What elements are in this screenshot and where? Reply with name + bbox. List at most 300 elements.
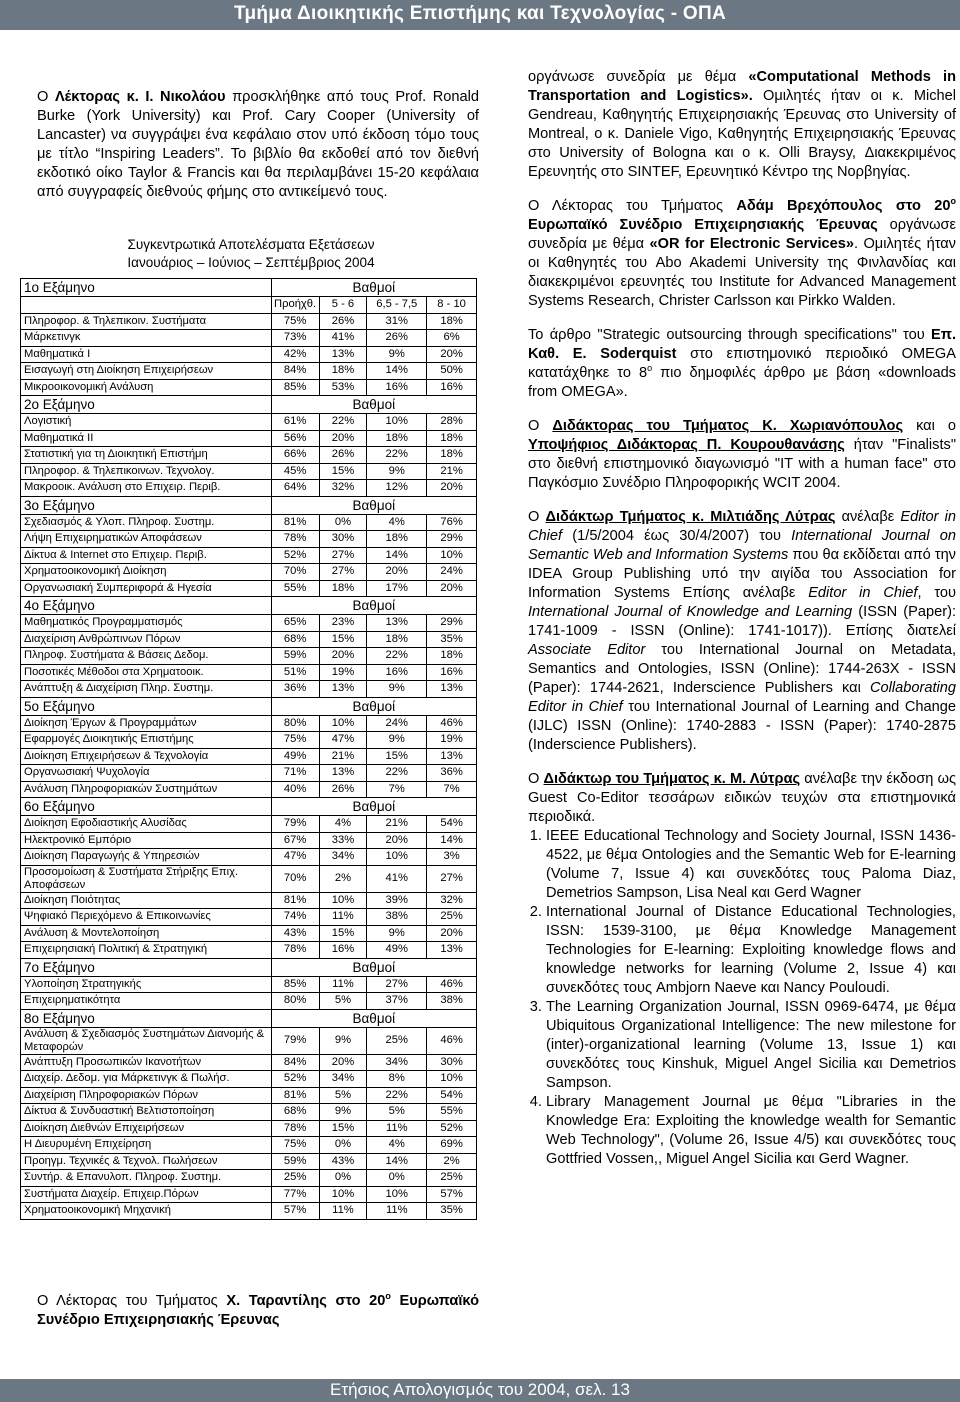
table-row [21, 514, 477, 531]
table-row [21, 531, 477, 548]
course-name: Δίκτυα & Συνδυαστική Βελτιστοποίηση [21, 1104, 272, 1121]
pass-rate: 51% [271, 664, 319, 681]
pass-rate: 49% [271, 748, 319, 765]
grade-6-5-7-5: 26% [367, 330, 427, 347]
grade-8-10: 54% [427, 816, 477, 833]
col-grade-5-6-header: 5 - 6 [319, 297, 367, 314]
course-name: Διαχείριση Ανθρώπινων Πόρων [21, 631, 272, 648]
course-name: Ανάλυση & Μοντελοποίηση [21, 925, 272, 942]
semester-label: 6ο Εξάμηνο [21, 798, 272, 816]
grade-8-10: 52% [427, 1120, 477, 1137]
header-title: Τμήμα Διοικητικής Επιστήμης και Τεχνολογίας - ΟΠΑ [233, 3, 727, 24]
table-row [21, 1120, 477, 1137]
pass-rate: 57% [271, 1203, 319, 1220]
table-row [21, 631, 477, 648]
table-row [21, 313, 477, 330]
grade-6-5-7-5: 37% [367, 993, 427, 1010]
grade-5-6: 0% [319, 1170, 367, 1187]
course-name: Προηγμ. Τεχνικές & Τεχνολ. Πωλήσεων [21, 1153, 272, 1170]
course-name: Διαχείρ. Δεδομ. για Μάρκετινγκ & Πωλήσ. [21, 1071, 272, 1088]
pass-rate: 61% [271, 414, 319, 431]
grade-8-10: 30% [427, 1054, 477, 1071]
grade-5-6: 2% [319, 865, 367, 892]
semester-header-row [21, 1009, 477, 1027]
semester-header-row [21, 798, 477, 816]
course-name: Πληροφορ. & Τηλεπικοιν. Συστήματα [21, 313, 272, 330]
grade-6-5-7-5: 20% [367, 564, 427, 581]
grade-8-10: 19% [427, 732, 477, 749]
grade-5-6: 18% [319, 580, 367, 597]
table-row [21, 1203, 477, 1220]
grades-header: Βαθμοί [271, 496, 476, 514]
course-name: Μικροοικονομική Ανάλυση [21, 379, 272, 396]
grade-8-10: 20% [427, 480, 477, 497]
grade-5-6: 13% [319, 681, 367, 698]
pass-rate: 85% [271, 976, 319, 993]
course-name: Πληροφορ. & Τηλεπικοινων. Τεχνολογ. [21, 463, 272, 480]
grade-5-6: 13% [319, 346, 367, 363]
table-row [21, 580, 477, 597]
grade-8-10: 13% [427, 681, 477, 698]
grade-6-5-7-5: 13% [367, 615, 427, 632]
pass-rate: 65% [271, 615, 319, 632]
grade-5-6: 11% [319, 909, 367, 926]
course-name: Ανάλυση Πληροφοριακών Συστημάτων [21, 781, 272, 798]
semester-header-row [21, 958, 477, 976]
grade-6-5-7-5: 10% [367, 1186, 427, 1203]
grade-8-10: 18% [427, 648, 477, 665]
course-name: Ηλεκτρονικό Εμπόριο [21, 832, 272, 849]
grade-8-10: 29% [427, 531, 477, 548]
col-pass-header: Προήχθ. [271, 297, 319, 314]
tarantilis-paragraph: Ο Λέκτορας του Τμήματος Χ. Ταραντίλης στο $20^o$ Ευρωπαϊκό Συνέδριο Επιχειρησιακής Έρευνας [37, 1291, 480, 1328]
table-row [21, 664, 477, 681]
grade-6-5-7-5: 5% [367, 1104, 427, 1121]
course-name: Εισαγωγή στη Διοίκηση Επιχειρήσεων [21, 363, 272, 380]
course-name: Οργανωσιακή Συμπεριφορά & Ηγεσία [21, 580, 272, 597]
grade-8-10: 28% [427, 414, 477, 431]
grade-6-5-7-5: 7% [367, 781, 427, 798]
grade-5-6: 9% [319, 1027, 367, 1054]
table-row [21, 748, 477, 765]
table-row [21, 430, 477, 447]
semester-label: 1ο Εξάμηνο [21, 279, 272, 297]
grade-6-5-7-5: 14% [367, 547, 427, 564]
table-row [21, 414, 477, 431]
course-name: Ψηφιακό Περιεχόμενο & Επικοινωνίες [21, 909, 272, 926]
course-name: Μαθηματικά ΙΙ [21, 430, 272, 447]
table-row [21, 363, 477, 380]
table-row [21, 832, 477, 849]
pass-rate: 73% [271, 330, 319, 347]
semester-header-row [21, 496, 477, 514]
pass-rate: 67% [271, 832, 319, 849]
course-name: Διαχείριση Πληροφοριακών Πόρων [21, 1087, 272, 1104]
paragraph-vrechopoulos: Ο Λέκτορας του Τμήματος Αδάμ Βρεχόπουλος στο $20^o$ Ευρωπαϊκό Συνέδριο Επιχειρησιακής Έρευνας οργάνωσε συνεδρία με θέμα «OR for Electronic Services». Ομιλητές ήταν οι Καθηγητές του Abo Akademi University της Φινλανδίας και διακεκριμένοι ερευνητές του Institute for Advanced Management Systems Research, Christer Carlsson και Pirkko Walden. [528, 196, 956, 309]
grade-8-10: 24% [427, 564, 477, 581]
grade-8-10: 46% [427, 1027, 477, 1054]
table-row [21, 547, 477, 564]
grade-8-10: 16% [427, 379, 477, 396]
pass-rate: 81% [271, 514, 319, 531]
grade-8-10: 46% [427, 715, 477, 732]
course-name: Δίκτυα & Internet στο Επιχειρ. Περιβ. [21, 547, 272, 564]
course-name: Στατιστική για τη Διοικητική Επιστήμη [21, 447, 272, 464]
table-row [21, 379, 477, 396]
semester-label: 4ο Εξάμηνο [21, 597, 272, 615]
grade-6-5-7-5: 4% [367, 1137, 427, 1154]
table-row [21, 993, 477, 1010]
grade-6-5-7-5: 38% [367, 909, 427, 926]
grade-5-6: 30% [319, 531, 367, 548]
table-row [21, 865, 477, 892]
pass-rate: 59% [271, 648, 319, 665]
course-name: Διοίκηση Έργων & Προγραμμάτων [21, 715, 272, 732]
course-name: Λήψη Επιχειρηματικών Αποφάσεων [21, 531, 272, 548]
grades-header: Βαθμοί [271, 279, 476, 297]
grade-5-6: 11% [319, 976, 367, 993]
grade-6-5-7-5: 27% [367, 976, 427, 993]
grade-5-6: 15% [319, 1120, 367, 1137]
grade-5-6: 10% [319, 715, 367, 732]
grade-6-5-7-5: 4% [367, 514, 427, 531]
pass-rate: 81% [271, 892, 319, 909]
grade-5-6: 20% [319, 1054, 367, 1071]
table-row [21, 1186, 477, 1203]
semester-label: 3ο Εξάμηνο [21, 496, 272, 514]
pass-rate: 70% [271, 564, 319, 581]
semester-header-row [21, 279, 477, 297]
grade-8-10: 21% [427, 463, 477, 480]
course-name: Διοίκηση Επιχειρήσεων & Τεχνολογία [21, 748, 272, 765]
course-name: Μαθηματικά Ι [21, 346, 272, 363]
grade-6-5-7-5: 18% [367, 430, 427, 447]
pass-rate: 71% [271, 765, 319, 782]
semester-header-row [21, 597, 477, 615]
pass-rate: 78% [271, 942, 319, 959]
table-row [21, 480, 477, 497]
grade-8-10: 13% [427, 748, 477, 765]
course-name: Χρηματοοικονομική Μηχανική [21, 1203, 272, 1220]
grade-6-5-7-5: 0% [367, 1170, 427, 1187]
course-name: Προσομοίωση & Συστήματα Στήριξης Επιχ. Αποφάσεων [21, 865, 272, 892]
table-row [21, 648, 477, 665]
pass-rate: 80% [271, 993, 319, 1010]
paragraph-lytras-guest: Ο Διδάκτωρ του Τμήματος κ. Μ. Λύτρας ανέλαβε την έκδοση ως Guest Co-Editor τεσσάρων ειδικών τευχών στα επιστημονικά περιοδικά. [528, 771, 956, 825]
course-name: Ανάπτυξη & Διαχείριση Πληρ. Συστημ. [21, 681, 272, 698]
course-name: Εφαρμογές Διοικητικής Επιστήμης [21, 732, 272, 749]
grade-8-10: 46% [427, 976, 477, 993]
paragraph-computational-methods: οργάνωσε συνεδρία με θέμα «Computational Methods in Transportation and Logistics». Ομιλητές ήταν οι κ. Michel Gendreau, Καθηγητής Επιχειρησιακής Έρευνας στο University of Montreal, ο κ. Daniele Vigo, Καθηγητής Επιχειρησιακής Έρευνας στο University of Bologna και ο κ. Olli Braysy, Διακεκριμένος Ερευνητής στο SINTEF, Ερευνητικό Κέντρο της Νορβηγίας. [528, 69, 956, 180]
grade-5-6: 32% [319, 480, 367, 497]
pass-rate: 55% [271, 580, 319, 597]
course-name: Μαθηματικός Προγραμματισμός [21, 615, 272, 632]
pass-rate: 84% [271, 1054, 319, 1071]
grade-6-5-7-5: 9% [367, 681, 427, 698]
course-name: Διοίκηση Εφοδιαστικής Αλυσίδας [21, 816, 272, 833]
course-name: Συστήματα Διαχείρ. Επιχειρ.Πόρων [21, 1186, 272, 1203]
grades-header: Βαθμοί [271, 798, 476, 816]
grade-5-6: 26% [319, 313, 367, 330]
table-row [21, 816, 477, 833]
course-name: Λογιστική [21, 414, 272, 431]
grade-8-10: 25% [427, 1170, 477, 1187]
grade-8-10: 13% [427, 942, 477, 959]
grade-6-5-7-5: 12% [367, 480, 427, 497]
exam-results-table [20, 278, 477, 1220]
grades-header: Βαθμοί [271, 597, 476, 615]
grade-6-5-7-5: 11% [367, 1120, 427, 1137]
grade-8-10: 7% [427, 781, 477, 798]
grade-5-6: 15% [319, 463, 367, 480]
grade-5-6: 20% [319, 430, 367, 447]
grade-5-6: 33% [319, 832, 367, 849]
table-row [21, 447, 477, 464]
course-name: Η Διευρυμένη Επιχείρηση [21, 1137, 272, 1154]
course-name: Ποσοτικές Μέθοδοι στα Χρηματοοικ. [21, 664, 272, 681]
pass-rate: 70% [271, 865, 319, 892]
grade-6-5-7-5: 8% [367, 1071, 427, 1088]
grade-8-10: 18% [427, 430, 477, 447]
grade-8-10: 2% [427, 1153, 477, 1170]
grade-5-6: 13% [319, 765, 367, 782]
table-row [21, 1153, 477, 1170]
pass-rate: 52% [271, 1071, 319, 1088]
grade-8-10: 35% [427, 631, 477, 648]
grade-5-6: 22% [319, 414, 367, 431]
table-row [21, 925, 477, 942]
grade-5-6: 15% [319, 925, 367, 942]
grade-8-10: 29% [427, 615, 477, 632]
table-row [21, 976, 477, 993]
intro-paragraph: Ο Λέκτορας κ. Ι. Νικολάου προσκλήθηκε από τους Prof. Ronald Burke (York University) και Prof. Cary Cooper (University of Lancaster) να συγγράψει ένα κεφάλαιο στον υπό έκδοση τόμο τους με τίτλο “Inspiring Leaders”. Το βιβλίο θα εκδοθεί από τον διεθνή εκδοτικό οίκο Taylor & Francis και θα περιλαμβάνει 15-20 κεφάλαια από συγγραφείς διεθνούς φήμης στο αντικείμενό τους. [37, 89, 480, 200]
col-grade-6-5-7-5-header: 6,5 - 7,5 [367, 297, 427, 314]
course-name: Διοίκηση Παραγωγής & Υπηρεσιών [21, 849, 272, 866]
grades-header: Βαθμοί [271, 396, 476, 414]
pass-rate: 80% [271, 715, 319, 732]
course-name: Χρηματοοικονομική Διοίκηση [21, 564, 272, 581]
grade-5-6: 34% [319, 849, 367, 866]
grade-8-10: 14% [427, 832, 477, 849]
course-name: Διοίκηση Ποιότητας [21, 892, 272, 909]
paragraph-lytras-editor: Ο Διδάκτωρ Τμήματος κ. Μιλτιάδης Λύτρας ανέλαβε Editor in Chief (1/5/2004 έως 30/4/2007) του International Journal on Semantic Web and Information Systems που θα εκδίδεται από την IDEA Group Publishing υπό την αιγίδα του Association for Information Systems Επίσης ανέλαβε Editor in Chief, του International Journal of Knowledge and Learning (ISSN (Paper): 1741-1009 - ISSN (Online): 1741-1017)). Επίσης διατελεί Associate Editor του International Journal on Metadata, Semantics and Ontologies, ISSN (Online): 1744-263X - ISSN (Paper): 1744-2621, Inderscience Publishers και Collaborating Editor in Chief του International Journal of Learning and Change (IJLC) ISSN (Online): 1740-2883 - ISSN (Paper): 1740-2875 (Inderscience Publishers). [528, 509, 957, 753]
table-row [21, 781, 477, 798]
list-item: 2. International Journal of Distance Educational Technologies, ISSN: 1539-3100, με θέμα Knowledge Management Technologies for E-learning: Exploiting knowledge flows and knowledge networks for learning (Volume 2, Issue 4) και συνεκδότες τους Ambjorn Naeve και Nancy Pouloudi. [546, 903, 956, 998]
grade-6-5-7-5: 24% [367, 715, 427, 732]
grade-6-5-7-5: 17% [367, 580, 427, 597]
grade-6-5-7-5: 9% [367, 732, 427, 749]
grade-8-10: 35% [427, 1203, 477, 1220]
grade-5-6: 23% [319, 615, 367, 632]
pass-rate: 78% [271, 1120, 319, 1137]
column-header-row [21, 297, 477, 314]
pass-rate: 66% [271, 447, 319, 464]
grade-5-6: 10% [319, 1186, 367, 1203]
grade-8-10: 69% [427, 1137, 477, 1154]
pass-rate: 81% [271, 1087, 319, 1104]
grade-5-6: 15% [319, 631, 367, 648]
grade-6-5-7-5: 14% [367, 1153, 427, 1170]
pass-rate: 45% [271, 463, 319, 480]
grade-5-6: 47% [319, 732, 367, 749]
grade-6-5-7-5: 10% [367, 849, 427, 866]
pass-rate: 52% [271, 547, 319, 564]
grade-6-5-7-5: 18% [367, 531, 427, 548]
pass-rate: 40% [271, 781, 319, 798]
table-row [21, 330, 477, 347]
grade-8-10: 50% [427, 363, 477, 380]
grade-8-10: 18% [427, 447, 477, 464]
paragraph-finalists: Ο Διδάκτορας του Τμήματος Κ. Χωριανόπουλος και ο Υποψήφιος Διδάκτορας Π. Κουρουθανάσης ήταν "Finalists" στο διεθνή επιστημονικό διαγωνισμό "IT with a human face" στο Παγκόσμιο Συνέδριο Πληροφορικής WCIT 2004. [528, 418, 957, 491]
table-row [21, 1137, 477, 1154]
grade-6-5-7-5: 16% [367, 664, 427, 681]
course-name: Σχεδιασμός & Υλοπ. Πληροφ. Συστημ. [21, 514, 272, 531]
col-grade-8-10-header: 8 - 10 [427, 297, 477, 314]
grade-5-6: 19% [319, 664, 367, 681]
pass-rate: 68% [271, 1104, 319, 1121]
pass-rate: 75% [271, 1137, 319, 1154]
grade-5-6: 27% [319, 547, 367, 564]
page-header [0, 0, 960, 30]
grade-5-6: 27% [319, 564, 367, 581]
list-item: 4. Library Management Journal με θέμα "Libraries in the Knowledge Era: Exploiting the knowledge wealth for Semantic Web Technology", (Volume 26, Issue 4/5) και συνεκδότες τους Gottfried Vossen,, Miguel Angel Sicilia και Gerd Wagner. [546, 1093, 956, 1169]
table-row [21, 942, 477, 959]
pass-rate: 75% [271, 313, 319, 330]
course-name: Οργανωσιακή Ψυχολογία [21, 765, 272, 782]
table-row [21, 1170, 477, 1187]
pass-rate: 85% [271, 379, 319, 396]
grade-6-5-7-5: 9% [367, 463, 427, 480]
grade-8-10: 20% [427, 925, 477, 942]
grade-5-6: 43% [319, 1153, 367, 1170]
grade-8-10: 38% [427, 993, 477, 1010]
semester-label: 8ο Εξάμηνο [21, 1009, 272, 1027]
pass-rate: 59% [271, 1153, 319, 1170]
table-row [21, 615, 477, 632]
course-name: Μακροοικ. Ανάλυση στο Επιχειρ. Περιβ. [21, 480, 272, 497]
grade-5-6: 0% [319, 514, 367, 531]
grade-6-5-7-5: 16% [367, 379, 427, 396]
table-row [21, 909, 477, 926]
pass-rate: 79% [271, 1027, 319, 1054]
grade-8-10: 57% [427, 1186, 477, 1203]
table-row [21, 1027, 477, 1054]
grade-5-6: 34% [319, 1071, 367, 1088]
grades-header: Βαθμοί [271, 697, 476, 715]
grade-5-6: 21% [319, 748, 367, 765]
grade-6-5-7-5: 25% [367, 1027, 427, 1054]
table-row [21, 849, 477, 866]
grade-6-5-7-5: 31% [367, 313, 427, 330]
grade-8-10: 27% [427, 865, 477, 892]
course-name: Πληροφ. Συστήματα & Βάσεις Δεδομ. [21, 648, 272, 665]
pass-rate: 79% [271, 816, 319, 833]
grade-5-6: 16% [319, 942, 367, 959]
grade-6-5-7-5: 22% [367, 1087, 427, 1104]
grade-8-10: 10% [427, 1071, 477, 1088]
semester-label: 2ο Εξάμηνο [21, 396, 272, 414]
grade-6-5-7-5: 49% [367, 942, 427, 959]
grade-8-10: 16% [427, 664, 477, 681]
table-row [21, 681, 477, 698]
grade-8-10: 54% [427, 1087, 477, 1104]
pass-rate: 68% [271, 631, 319, 648]
semester-header-row [21, 697, 477, 715]
course-name: Διοίκηση Διεθνών Επιχειρήσεων [21, 1120, 272, 1137]
paragraph-soderquist: Το άρθρο "Strategic outsourcing through specifications" του Επ. Καθ. Ε. Soderquist στο επιστημονικό περιοδικό OMEGA κατατάχθηκε το $8^o$ πιο δημοφιλές άρθρο με βάση «downloads from OMEGA». [528, 327, 956, 400]
course-name: Υλοποίηση Στρατηγικής [21, 976, 272, 993]
table-row [21, 732, 477, 749]
pass-rate: 42% [271, 346, 319, 363]
table-row [21, 1104, 477, 1121]
special-issues-list [528, 827, 956, 1169]
pass-rate: 47% [271, 849, 319, 866]
footer-text: Ετήσιος Απολογισμός του 2004, σελ. 13 [330, 1380, 630, 1399]
grade-8-10: 3% [427, 849, 477, 866]
grade-8-10: 6% [427, 330, 477, 347]
grade-6-5-7-5: 41% [367, 865, 427, 892]
grade-6-5-7-5: 22% [367, 648, 427, 665]
table-row [21, 765, 477, 782]
semester-label: 5ο Εξάμηνο [21, 697, 272, 715]
grade-6-5-7-5: 10% [367, 414, 427, 431]
grade-6-5-7-5: 14% [367, 363, 427, 380]
list-item: 3. The Learning Organization Journal, ISSN 0969-6474, με θέμα Ubiquitous Organizational Intelligence: The new milestone for (inter)-organizational learning (Volume 13, Issue 1) και συνεκδότες τους Kinshuk, Miguel Angel Sicilia και Demetrios Sampson. [546, 998, 956, 1093]
grade-6-5-7-5: 39% [367, 892, 427, 909]
table-row [21, 564, 477, 581]
grade-6-5-7-5: 34% [367, 1054, 427, 1071]
table-row [21, 715, 477, 732]
table-row [21, 346, 477, 363]
course-name: Επιχειρησιακή Πολιτική & Στρατηγική [21, 942, 272, 959]
grade-5-6: 0% [319, 1137, 367, 1154]
table-title: Συγκεντρωτικά Αποτελέσματα Εξετάσεων Ιανουάριος – Ιούνιος – Σεπτέμβριος 2004 [127, 237, 375, 270]
grade-8-10: 36% [427, 765, 477, 782]
grade-6-5-7-5: 15% [367, 748, 427, 765]
pass-rate: 56% [271, 430, 319, 447]
table-row [21, 463, 477, 480]
grades-header: Βαθμοί [271, 958, 476, 976]
grade-8-10: 55% [427, 1104, 477, 1121]
grade-8-10: 18% [427, 313, 477, 330]
course-name: Ανάπτυξη Προσωπικών Ικανοτήτων [21, 1054, 272, 1071]
pass-rate: 25% [271, 1170, 319, 1187]
pass-rate: 74% [271, 909, 319, 926]
grade-6-5-7-5: 22% [367, 447, 427, 464]
blank-cell [21, 297, 272, 314]
pass-rate: 43% [271, 925, 319, 942]
grade-5-6: 26% [319, 781, 367, 798]
grade-5-6: 5% [319, 993, 367, 1010]
grade-5-6: 11% [319, 1203, 367, 1220]
grade-6-5-7-5: 20% [367, 832, 427, 849]
semester-label: 7ο Εξάμηνο [21, 958, 272, 976]
pass-rate: 36% [271, 681, 319, 698]
pass-rate: 75% [271, 732, 319, 749]
grade-5-6: 4% [319, 816, 367, 833]
page-footer [0, 1379, 960, 1402]
grade-6-5-7-5: 18% [367, 631, 427, 648]
pass-rate: 77% [271, 1186, 319, 1203]
grade-8-10: 20% [427, 346, 477, 363]
grade-8-10: 20% [427, 580, 477, 597]
table-row [21, 892, 477, 909]
course-name: Μάρκετινγκ [21, 330, 272, 347]
grade-5-6: 10% [319, 892, 367, 909]
grade-6-5-7-5: 22% [367, 765, 427, 782]
grade-8-10: 76% [427, 514, 477, 531]
grade-8-10: 25% [427, 909, 477, 926]
